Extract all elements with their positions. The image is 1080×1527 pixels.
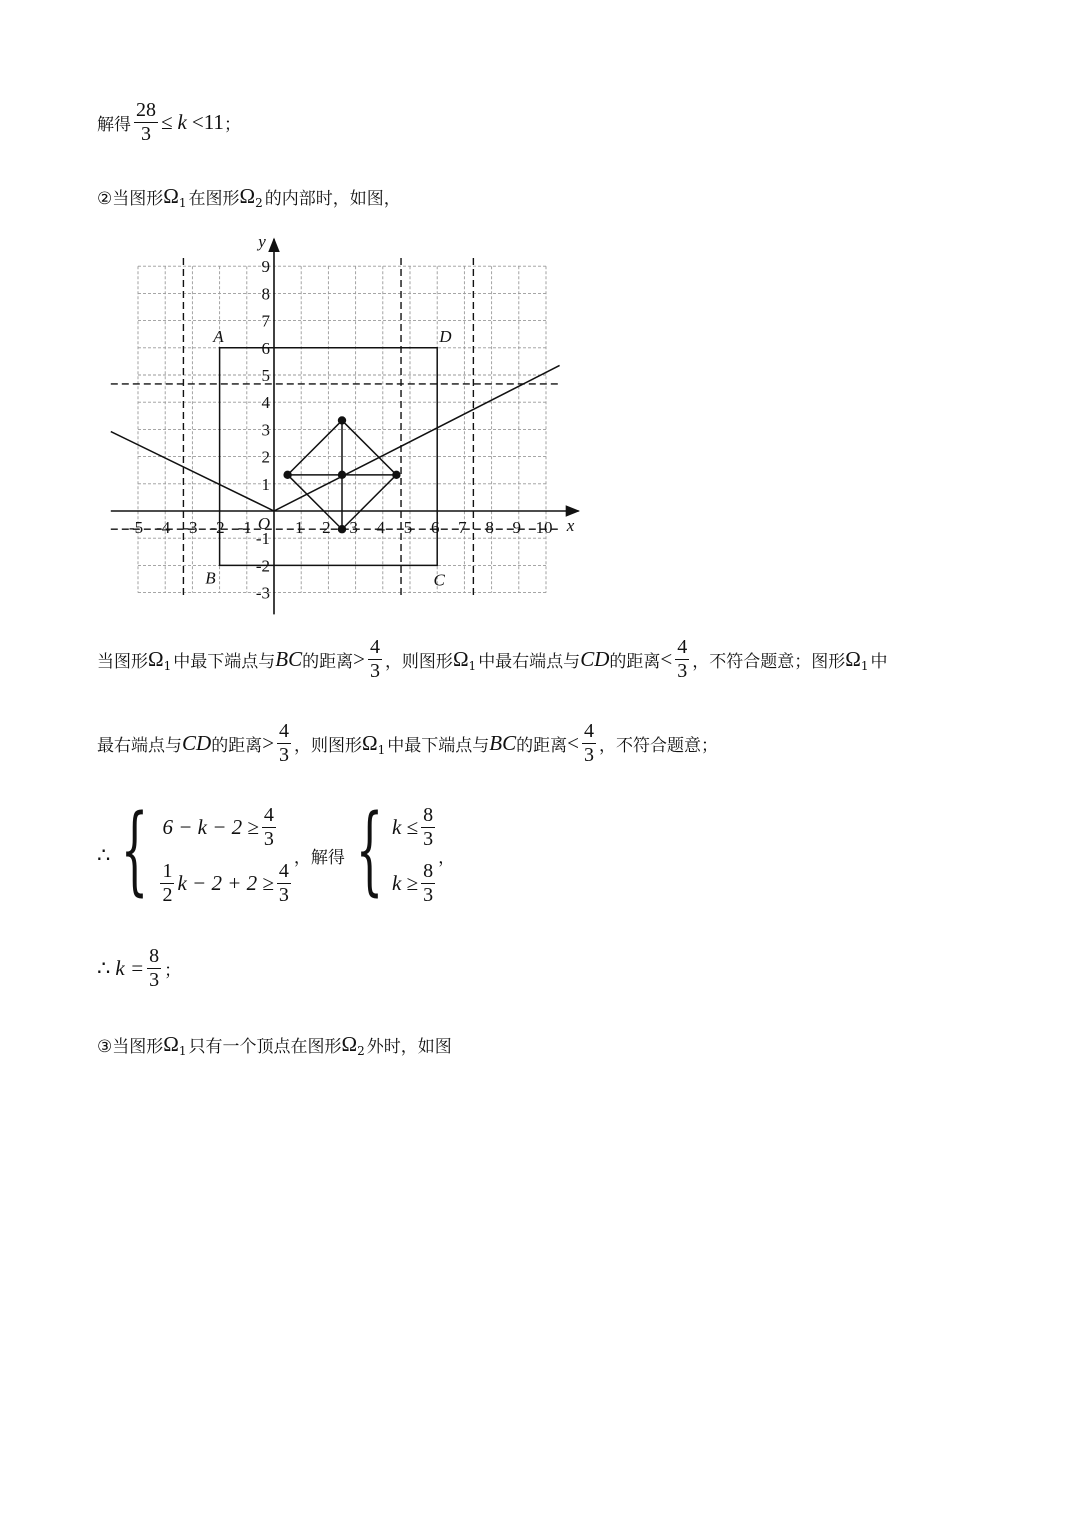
fraction-28-over-3: $\frac{28}{3}$ [136, 99, 156, 145]
y-tick-label: -1 [255, 529, 270, 549]
point-center [338, 471, 346, 479]
y-axis-label: y [258, 232, 266, 251]
fraction-8-over-3: $\frac{8}{3}$ [423, 803, 434, 850]
line-case-3-heading: ③当图形 Ω 1 只有一个顶点在图形 Ω 2 外时，如图 [97, 1032, 452, 1058]
x-tick-label: 10 [535, 518, 553, 537]
y-tick-label: 1 [261, 474, 270, 494]
fraction-4-over-3: $\frac{4}{3}$ [278, 859, 289, 906]
vertex-label-c: C [433, 570, 445, 590]
y-tick-label: 2 [261, 447, 270, 467]
x-tick-label: -2 [210, 518, 225, 537]
line-argument-1: 当图形 Ω 1 中最下端点与 BC 的距离 > $\frac{4}{3}$ ，则图形 Ω 1 中最右端点与 CD 的距离 < $\frac{4}{3}$ ，不符合题意；图形 Ω 1 中 [97, 636, 888, 682]
point-top [338, 416, 346, 424]
fraction-4-over-3: $\frac{4}{3}$ [677, 636, 688, 682]
y-tick-label: 5 [261, 366, 270, 385]
inequality-system: { 6 − k − 2 ≥ $\frac{4}{3}$ $\frac{1}{2}$ k − 2 + 2 ≥ $\frac{4}{3}$ [121, 794, 289, 906]
point-left [283, 471, 291, 479]
point-bottom [338, 525, 346, 533]
axis-labels [129, 232, 575, 603]
origin-label: O [257, 514, 271, 533]
x-tick-label: 9 [512, 518, 522, 537]
x-axis-label: x [566, 516, 575, 535]
y-tick-label: -3 [255, 583, 270, 603]
x-tick-label: 8 [485, 518, 494, 537]
line-solution-range: 解得 $\frac{28}{3}$ ≤ k <11 ； [97, 99, 241, 145]
v-shaped-line [111, 365, 560, 511]
line-argument-2: 最右端点与 CD 的距离 > $\frac{4}{3}$ ，则图形 Ω 1 中最下端点与 BC 的距离 < $\frac{4}{3}$ ，不符合题意； [97, 720, 718, 766]
y-tick-label: 7 [261, 311, 270, 331]
x-tick-label: 2 [322, 518, 331, 537]
fraction-4-over-3: $\frac{4}{3}$ [583, 720, 594, 766]
coordinate-graph [100, 225, 590, 620]
vertex-label-a: A [213, 326, 224, 346]
y-tick-label: 6 [261, 338, 270, 358]
line-case-2-heading: ②当图形 Ω 1 在图形 Ω 2 的内部时，如图， [97, 184, 401, 210]
fraction-1-over-2: $\frac{1}{2}$ [162, 859, 173, 906]
x-tick-label: 3 [349, 518, 358, 537]
x-tick-label: -1 [237, 518, 252, 537]
vertex-label-b: B [205, 568, 216, 588]
line-inequality-system: ∴ { 6 − k − 2 ≥ $\frac{4}{3}$ $\frac{1}{2}$ k − 2 + 2 ≥ $\frac{4}{3}$ ，解得 { k ≤ $\frac{8}{3}$ k ≥ $\frac{8}{3}$ ， [97, 794, 456, 906]
x-tick-label: 7 [458, 518, 467, 537]
fraction-4-over-3: $\frac{4}{3}$ [279, 720, 290, 766]
y-tick-label: 8 [261, 284, 270, 304]
y-tick-label: 4 [261, 393, 270, 413]
solution-system: { k ≤ $\frac{8}{3}$ k ≥ $\frac{8}{3}$ [355, 794, 434, 906]
y-tick-label: 3 [261, 420, 270, 440]
x-tick-label: 5 [403, 518, 413, 537]
fraction-8-over-3: $\frac{8}{3}$ [423, 859, 434, 906]
axes [111, 239, 579, 614]
point-right [392, 471, 400, 479]
x-tick-label: 1 [294, 518, 304, 537]
fraction-8-over-3: $\frac{8}{3}$ [149, 945, 160, 991]
fraction-4-over-3: $\frac{4}{3}$ [263, 803, 274, 850]
vertex-label-d: D [439, 326, 452, 346]
x-tick-label: 6 [430, 518, 440, 537]
y-tick-label: 9 [261, 257, 270, 277]
y-tick-label: -2 [255, 556, 270, 576]
line-conclusion: ∴ k = $\frac{8}{3}$ ； [97, 945, 182, 991]
x-tick-label: 4 [376, 518, 386, 537]
x-tick-label: -5 [128, 518, 144, 537]
x-tick-label: -4 [156, 518, 171, 537]
fraction-4-over-3: $\frac{4}{3}$ [369, 636, 380, 682]
x-tick-label: -3 [183, 518, 198, 537]
